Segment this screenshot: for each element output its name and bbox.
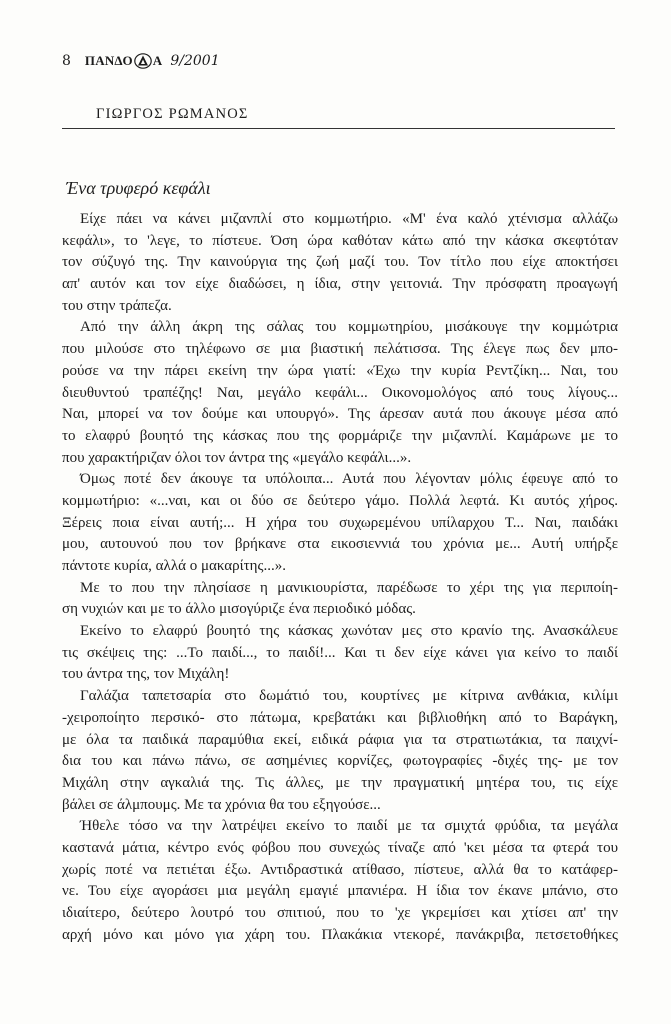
text-line: το ελαφρύ βουητό της κάσκας που της φορμάριζε την μιζανπλί. Καμάρωνε με το: [62, 427, 618, 444]
text-line: του στην τράπεζα.: [62, 297, 172, 314]
magazine-logo-left: ΠΑΝΔΟ: [84, 53, 133, 68]
story-title: Ένα τρυφερό κεφάλι: [66, 178, 211, 198]
text-line: Από την άλλη άκρη της σάλας του κομμωτηρίου, μισάκουγε την κομμώτρια: [80, 319, 618, 336]
text-line: δια του και πάνω πάνω, σε ασημένιες κορνίζες, φωτογραφίες -διχές της- με τον: [62, 753, 618, 770]
text-line: ρούσε να την πάρει εκείνη την ώρα γιατί: «Έχω την κυρία Ρεντζίκη... Ναι, του: [62, 362, 618, 379]
text-line: με όλα τα παιδικά παραμύθια εκεί, ειδικά ράφια για τα στρατιωτάκια, τα παιχνί-: [62, 731, 618, 748]
text-line: ση νυχιών και με το άλλο μισογύριζε ένα περιοδικό μόδας.: [62, 601, 416, 618]
text-line: διευθυντού τραπέζης! Ναι, μεγάλο κεφάλι... Οικονομολόγος από τους λίγους...: [62, 384, 618, 401]
author-name: ΓΙΩΡΓΟΣ ΡΩΜΑΝΟΣ: [96, 106, 249, 122]
text-line: Όμως ποτέ δεν άκουγε τα υπόλοιπα... Αυτά που λέγονταν μόλις έφευγε από το: [80, 471, 618, 488]
text-line: Με το που την πλησίασε η μανικιουρίστα, παρέδωσε το χέρι της για περιποίη-: [80, 579, 618, 596]
text-line: βάλει σε άλμπουμς. Με τα χρόνια θα του εξηγούσε...: [62, 796, 381, 813]
magazine-emblem-icon: [134, 53, 152, 69]
text-line: νε. Του είχε αγοράσει μια μεγάλη εμαγιέ μπανιέρα. Η ίδια τον έκανε μπάνιο, στο: [62, 883, 618, 900]
magazine-logo-right: Α: [152, 53, 163, 68]
text-line: Γαλάζια ταπετσαρία στο δωμάτιό του, κουρτίνες με κίτρινα ανθάκια, κιλίμι: [80, 688, 618, 705]
text-line: αρχή μόνο και μόνο για χάρη του. Πλακάκια ντεκορέ, πανάκριβα, πετσετοθήκες: [62, 926, 618, 943]
text-line: που χαρακτήριζαν όλοι τον άντρα της «μεγάλο κεφάλι...».: [62, 449, 412, 466]
text-line: καστανά μάτια, κέντρο ενός φόβου που συνεχώς τίναζε από 'κει μέσα τα φτερά του: [62, 839, 618, 856]
text-line: κεφάλι», το 'λεγε, το πίστευε. Όση ώρα καθόταν κάτω από την κάσκα σκεφτόταν: [62, 232, 618, 249]
magazine-logo: [85, 53, 162, 69]
text-line: -χειροποίητο περσικό- στο πάτωμα, κρεβατάκι και βιβλιοθήκη από το Βαράγκη,: [62, 709, 618, 726]
text-line: μου, αυτουνού που τον βρήκανε στα εικοσιεννιά του χρόνια με... Αυτή υπήρξε: [62, 536, 618, 553]
issue-number: 9/2001: [170, 53, 220, 69]
text-line: απ' αυτόν και τον είχε διαδώσει, η ίδια, στην γειτονιά. Την πρόσφατη προαγωγή: [62, 276, 618, 293]
text-line: τον σύζυγό της. Την καινούργια της ζωή μαζί του. Τον τίτλο που είχε αποκτήσει: [62, 254, 618, 271]
header-rule: [62, 128, 615, 129]
text-line: Εκείνο το ελαφρύ βουητό της κάσκας χωνόταν μες στο κρανίο της. Ανασκάλευε: [80, 623, 618, 640]
running-header: [62, 50, 220, 72]
text-line: πάντοτε κυρία, αλλά ο μακαρίτης...».: [62, 558, 286, 574]
text-line: χωρίς ποτέ να πετιέται έξω. Αντιδραστικά ατίθασο, πίστευε, αλλά θα το κατάφερ-: [62, 861, 618, 878]
page-number: 8: [62, 53, 71, 69]
text-line: τις σκέψεις της: ...Το παιδί..., το παιδί!... Και τι δεν είχε κάνει για κείνο το παιδί: [62, 644, 618, 661]
text-line: που μιλούσε στο τηλέφωνο σε μια βιαστική πελάτισσα. Της έλεγε πως δεν μπο-: [62, 341, 618, 358]
text-line: Ναι, μπορεί να τον δούμε και υπουργό». Της άρεσαν αυτά που άκουγε μέσα από: [62, 406, 618, 423]
text-line: Ήθελε τόσο να την λατρέψει εκείνο το παιδί με τα σμιχτά φρύδια, τα μεγάλα: [80, 818, 618, 835]
text-line: ιδιαίτερο, δεύτερο λουτρό του σπιτιού, που το 'χε γκρεμίσει και χτίσει απ' την: [62, 905, 618, 921]
text-line: κομμωτήριο: «...ναι, και οι δύο σε δεύτερο γάμο. Πολλά λεφτά. Κι αυτός χήρος.: [62, 492, 618, 509]
text-line: Μιχάλη στην αγκαλιά της. Τις άλλες, με την πραγματική μητέρα του, τις είχε: [62, 774, 618, 791]
text-line: του άντρα της, τον Μιχάλη!: [62, 666, 230, 683]
text-line: Ξέρεις ποια είναι αυτή;... Η χήρα του συχωρεμένου υπίλαρχου Τ... Ναι, παιδάκι: [62, 514, 618, 531]
story-body: [62, 209, 618, 946]
text-line: Είχε πάει να κάνει μιζανπλί στο κομμωτήριο. «Μ' ένα καλό χτένισμα αλλάζω: [80, 211, 618, 227]
